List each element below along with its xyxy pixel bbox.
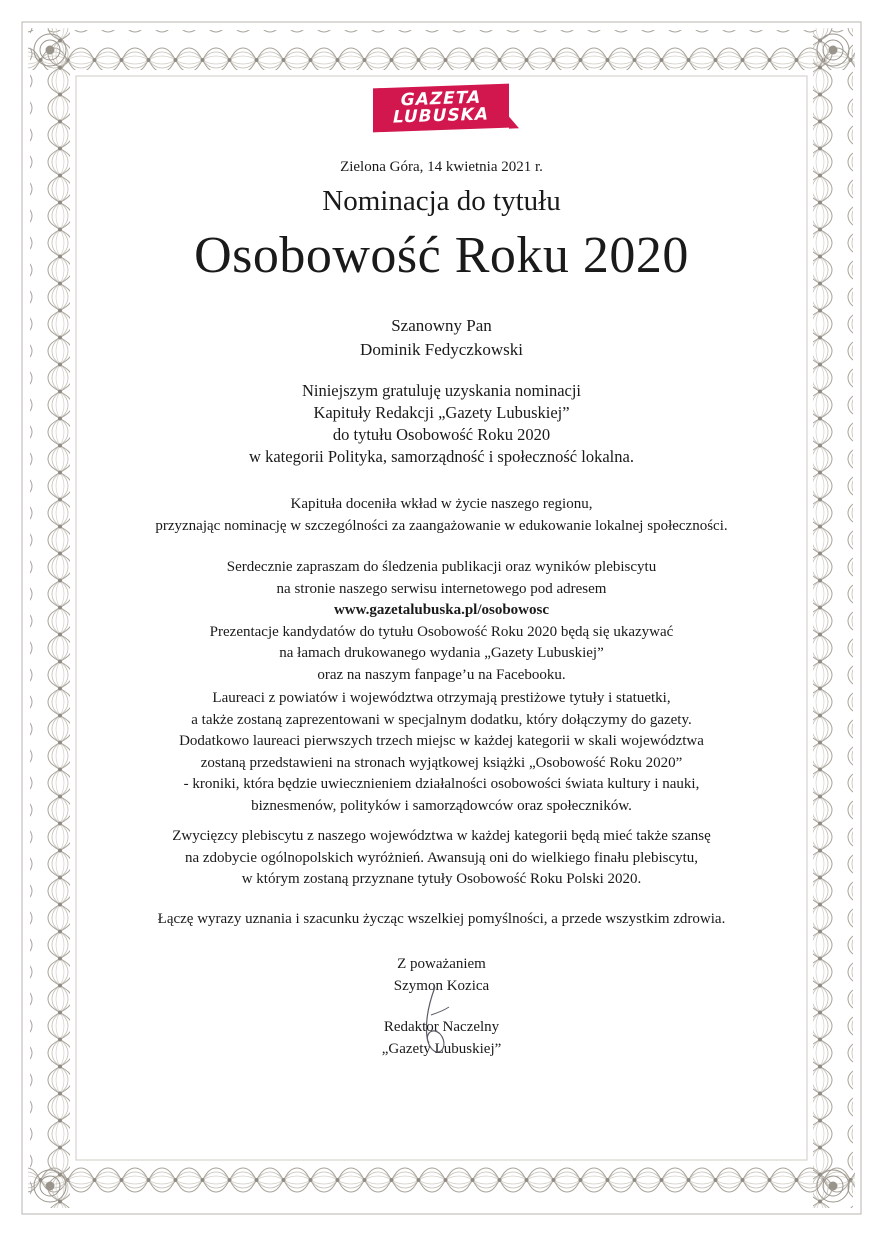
date-line: Zielona Góra, 14 kwietnia 2021 r. (340, 159, 543, 175)
paragraph-line: zostaną przedstawieni na stronach wyjątkowej książki „Osobowość Roku 2020” (200, 754, 683, 771)
nomination-heading: Nominacja do tytułu (322, 185, 561, 217)
paragraph-winners (100, 826, 783, 891)
paragraph-line: - kroniki, która będzie uwiecznieniem działalności osobowości świata kultury i nauki, (183, 776, 700, 792)
logo-line-2: LUBUSKA (392, 104, 490, 128)
recipient-name: Dominik Fedyczkowski (360, 340, 523, 359)
paragraph-line: Niniejszym gratuluję uzyskania nominacji (301, 381, 582, 400)
logo-line-1: GAZETA (400, 87, 482, 111)
paragraph-line: Zwycięzcy plebiscytu z naszego województwa w każdej kategorii będą mieć także szansę (172, 828, 711, 844)
paragraph-congratulations (100, 380, 783, 468)
salutation (100, 314, 783, 362)
website-url: www.gazetalubuska.pl/osobowosc (333, 602, 550, 618)
paragraph-line: na zdobycie ogólnopolskich wyróżnień. Awansują oni do wielkiego finału plebiscytu, (184, 849, 699, 866)
signatory-role: Redaktor Naczelny (383, 1019, 500, 1035)
paragraph-line: na łamach drukowanego wydania „Gazety Lubuskiej” (279, 645, 604, 661)
publication-name: „Gazety Lubuskiej” (381, 1041, 502, 1057)
paragraph-line: Kapituły Redakcji „Gazety Lubuskiej” (313, 403, 570, 422)
paragraph-line: Laureaci z powiatów i województwa otrzymają prestiżowe tytuły i statuetki, (212, 690, 671, 706)
paragraph-line: na stronie naszego serwisu internetowego pod adresem (276, 580, 607, 597)
paragraph-line: a także zostaną zaprezentowani w specjalnym dodatku, który dołączymy do gazety. (191, 711, 692, 728)
closing-phrase: Z poważaniem (397, 956, 486, 972)
paragraph-laureates (100, 688, 783, 817)
paragraph-line: Serdecznie zapraszam do śledzenia publikacji oraz wyników plebiscytu (226, 559, 657, 575)
paragraph-line: przyznając nominację w szczególności za zaangażowanie w edukowanie lokalnej społeczności. (155, 517, 728, 534)
award-title: Osobowość Roku 2020 (194, 227, 689, 284)
paragraph-line: Kapituła doceniła wkład w życie naszego regionu, (290, 496, 593, 512)
signatory-name: Szymon Kozica (393, 978, 490, 994)
paragraph-recognition (100, 494, 783, 537)
paragraph-line: w którym zostaną przyznane tytuły Osobowość Roku Polski 2020. (241, 871, 642, 887)
paragraph-invitation (100, 557, 783, 686)
paragraph-line: Prezentacje kandydatów do tytułu Osobowość Roku 2020 będą się ukazywać (209, 623, 674, 640)
paragraph-line: do tytułu Osobowość Roku 2020 (332, 425, 551, 444)
paragraph-wishes (100, 909, 783, 931)
paragraph-line: Łączę wyrazy uznania i szacunku życząc wszelkiej pomyślności, a przede wszystkim zdrowia. (157, 911, 726, 927)
paragraph-line: biznesmenów, polityków i samorządowców oraz społeczników. (251, 797, 632, 814)
paragraph-line: oraz na naszym fanpage’u na Facebooku. (317, 666, 566, 683)
paragraph-line: Dodatkowo laureaci pierwszych trzech miejsc w każdej kategorii w skali województwa (179, 733, 704, 749)
salutation-line: Szanowny Pan (391, 316, 492, 335)
gazeta-lubuska-logo (373, 84, 509, 133)
paragraph-line: w kategorii Polityka, samorządność i społeczność lokalna. (249, 447, 634, 466)
handwritten-signature (405, 985, 465, 1060)
